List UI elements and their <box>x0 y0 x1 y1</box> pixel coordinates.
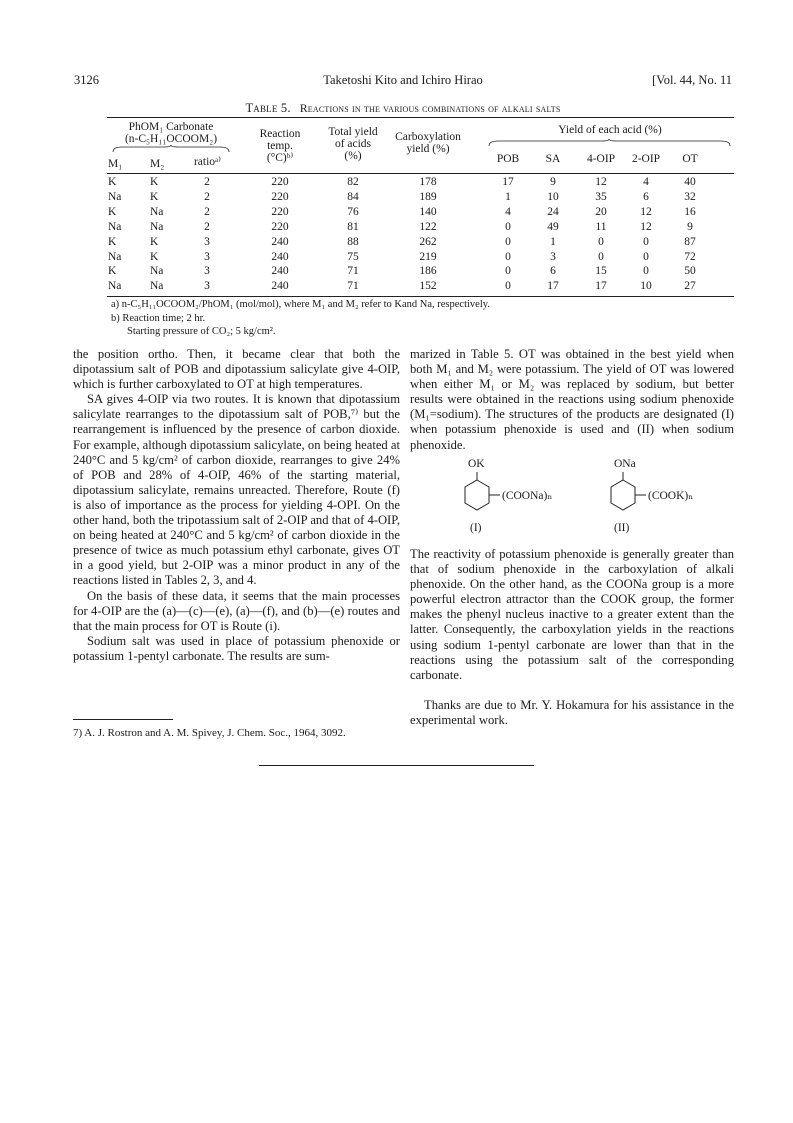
right-paragraph-3: Thanks are due to Mr. Y. Hokamura for his assistance in the experimental work. <box>410 697 734 727</box>
table-cell: 88 <box>347 235 359 248</box>
table-cell: 0 <box>598 235 604 248</box>
table-cell: 35 <box>595 190 607 203</box>
header-ratio: ratioᵃ⁾ <box>193 156 222 168</box>
table-cell: 240 <box>271 250 289 263</box>
table-cell: 178 <box>419 176 437 188</box>
structure-1-group: (COONa)ₙ <box>502 490 553 502</box>
table-cell: Na <box>108 190 122 203</box>
header-m1: M₁ <box>108 158 123 170</box>
benzene-ring-2 <box>608 472 648 522</box>
table-cell: 17 <box>502 176 514 188</box>
table-cell: K <box>150 250 159 263</box>
table-bottom-rule <box>107 296 734 297</box>
table-cell: 240 <box>271 235 289 248</box>
table-cell: 3 <box>204 280 210 293</box>
table-cell: 75 <box>347 250 359 263</box>
table-cell: 0 <box>505 265 511 278</box>
table-cell: 262 <box>419 235 437 248</box>
right-column-bottom <box>410 547 734 728</box>
table-cell: Na <box>150 280 164 293</box>
table-cell: 186 <box>419 265 437 278</box>
table-cell: 2 <box>204 205 210 218</box>
table-cell: 2 <box>204 220 210 233</box>
table-cell: 87 <box>684 235 696 248</box>
left-column <box>73 347 400 664</box>
table-cell: 72 <box>684 250 696 263</box>
table-cell: 3 <box>204 265 210 278</box>
table-cell: K <box>150 235 159 248</box>
table-cell: 49 <box>547 220 559 233</box>
table-cell: 220 <box>271 190 289 203</box>
table-cell: 16 <box>684 205 696 218</box>
structure-2-label: (II) <box>614 522 630 534</box>
table-cell: 9 <box>687 220 693 233</box>
header-reaction: Reaction <box>259 128 301 140</box>
table-cell: 32 <box>684 190 696 203</box>
table-cell: 17 <box>595 280 607 293</box>
table-cell: 1 <box>505 190 511 203</box>
footnote-b: b) Reaction time; 2 hr. <box>111 313 206 324</box>
table-cell: 9 <box>550 176 556 188</box>
table-cell: 220 <box>271 220 289 233</box>
table-cell: 40 <box>684 176 696 188</box>
page-number: 3126 <box>74 73 99 87</box>
structure-1-substituent: OK <box>468 458 485 470</box>
right-paragraph-1: marized in Table 5. OT was obtained in the best yield when both M₁ and M₂ were potassium. The yield of OT was lowered when either M₁ or M₂ was replaced by sodium, but better results were obtained in the reactions using sodium phenoxide (M₁=sodium). The structures of the products are designated (I) when potassium phenoxide is used and (II) when sodium phenoxide. <box>410 347 734 452</box>
table-cell: 122 <box>419 220 437 233</box>
table-cell: 1 <box>550 235 556 248</box>
volume-label: [Vol. 44, No. 11 <box>652 73 732 87</box>
table-cell: 6 <box>550 265 556 278</box>
table-cell: 27 <box>684 280 696 293</box>
table-cell: 4 <box>505 205 511 218</box>
table-cell: 220 <box>271 205 289 218</box>
header-temp-unit: (°C)ᵇ⁾ <box>266 152 294 164</box>
running-title-authors: Taketoshi Kito and Ichiro Hirao <box>323 73 483 87</box>
reference-7: 7) A. J. Rostron and A. M. Spivey, J. Chem. Soc., 1964, 3092. <box>73 727 346 739</box>
header-ot: OT <box>682 153 698 165</box>
running-header <box>74 73 732 91</box>
table-cell: 10 <box>547 190 559 203</box>
table-cell: 81 <box>347 220 359 233</box>
table-cell: 4 <box>643 176 649 188</box>
header-of-acids: of acids <box>334 138 372 150</box>
table-cell: 0 <box>598 250 604 263</box>
header-4-oip: 4-OIP <box>586 153 616 165</box>
table-cell: K <box>150 176 159 188</box>
table-cell: 3 <box>550 250 556 263</box>
table-label: Table 5. <box>245 101 291 115</box>
table-cell: 220 <box>271 176 289 188</box>
table-cell: 240 <box>271 280 289 293</box>
footnote-a: a) n-C₅H₁₁OCOOM₂/PhOM₁ (mol/mol), where M₁ and M₂ refer to Kand Na, respectively. <box>111 299 490 310</box>
table-cell: 0 <box>505 235 511 248</box>
table-cell: K <box>150 190 159 203</box>
table-cell: 11 <box>595 220 607 233</box>
table-cell: 12 <box>595 176 607 188</box>
table-cell: 12 <box>640 205 652 218</box>
left-paragraph-1: the position ortho. Then, it became clear that both the dipotassium salt of POB and dipotassium salicylate give 4-OIP, which is further carboxylated to OT at high temperatures. <box>73 347 400 392</box>
table-title: Reactions in the various combinations of alkali salts <box>299 103 561 115</box>
table-cell: 82 <box>347 176 359 188</box>
footnote-rule <box>73 719 173 720</box>
table-cell: 0 <box>505 250 511 263</box>
table-cell: 50 <box>684 265 696 278</box>
header-sa: SA <box>545 153 561 165</box>
table-cell: K <box>108 176 117 188</box>
table-cell: 2 <box>204 190 210 203</box>
table-cell: 240 <box>271 265 289 278</box>
table-cell: Na <box>150 220 164 233</box>
header-carboxylation-yield: yield (%) <box>406 143 450 155</box>
table-cell: 2 <box>204 176 210 188</box>
header-m2: M₂ <box>150 158 165 170</box>
right-column-top <box>410 347 734 453</box>
right-paragraph-2: The reactivity of potassium phenoxide is generally greater than that of sodium phenoxide in the carboxylation of alkali phenoxide. On the other hand, as the COONa group is a more powerful electron attractor than the COOK group, the former makes the phenyl nucleus inactive to a greater extent than the latter. Consequently, the carboxylation yields in the reactions using sodium 1-pentyl carbonate are lower than that in the reactions using the potassium salt of the corresponding carbonate. <box>410 547 734 682</box>
header-carboxylation: Carboxylation <box>395 131 461 143</box>
table-cell: Na <box>150 205 164 218</box>
header-brace <box>112 145 230 153</box>
table-cell: Na <box>108 280 122 293</box>
table-cell: 0 <box>643 250 649 263</box>
footnote-c: Starting pressure of CO₂; 5 kg/cm². <box>127 326 276 337</box>
table-cell: Na <box>108 250 122 263</box>
table-cell: 24 <box>547 205 559 218</box>
table-cell: 0 <box>643 265 649 278</box>
table-cell: Na <box>150 265 164 278</box>
table-cell: K <box>108 205 117 218</box>
table-cell: 152 <box>419 280 437 293</box>
header-carbonate-formula: (n-C₅H₁₁OCOOM₂) <box>124 133 218 145</box>
table-cell: 17 <box>547 280 559 293</box>
structure-2-substituent: ONa <box>614 458 636 470</box>
table-cell: 140 <box>419 205 437 218</box>
end-rule <box>259 765 534 766</box>
header-total-yield-unit: (%) <box>344 150 362 162</box>
header-brace-yield <box>488 139 732 147</box>
table-cell: Na <box>108 220 122 233</box>
table-cell: 71 <box>347 280 359 293</box>
table-header-rule <box>107 173 734 174</box>
structure-figure <box>448 458 733 542</box>
table-cell: 3 <box>204 235 210 248</box>
header-pob: POB <box>496 153 520 165</box>
table-cell: 3 <box>204 250 210 263</box>
header-temp: temp. <box>267 140 293 152</box>
table-cell: 12 <box>640 220 652 233</box>
table-cell: 15 <box>595 265 607 278</box>
table-caption <box>74 101 732 116</box>
left-paragraph-2: SA gives 4-OIP via two routes. It is known that dipotassium salicylate rearranges to the dipotassium salt of POB,⁷⁾ but the rearrangement is influenced by the presence of carbon dioxide. For example, although dipotassium salicylate, on being heated at 240°C and 5 kg/cm² of carbon dioxide, rearranges to give 24% of POB and 28% of 4-OIP, 46% of the starting material, dipotassium salicylate, remains unreacted. Therefore, Route (f) is also of importance as the process for yielding 4-OPI. On the other hand, both the tripotassium salt of 2-OIP and that of 4-OIP, on being heated at 240°C and 5 kg/cm² of carbon dioxide in the presence of twice as much potassium ethyl carbonate, gives OT in a good yield, but 2-OIP was a minor product in any of the reactions listed in Tables 2, 3, and 4. <box>73 392 400 588</box>
header-total-yield: Total yield <box>328 126 378 138</box>
benzene-ring-1 <box>462 472 502 522</box>
left-paragraph-3: On the basis of these data, it seems that the main processes for 4-OIP are the (a)—(c)—(e), (a)—(f), and (b)—(e) routes and that the main process for OT is Route (i). <box>73 588 400 633</box>
table-cell: 189 <box>419 190 437 203</box>
table-cell: 0 <box>643 235 649 248</box>
table-cell: 0 <box>505 280 511 293</box>
table-cell: K <box>108 235 117 248</box>
structure-2-group: (COOK)ₙ <box>648 490 694 502</box>
table-cell: 20 <box>595 205 607 218</box>
table-cell: 6 <box>643 190 649 203</box>
table-cell: 71 <box>347 265 359 278</box>
table-cell: 84 <box>347 190 359 203</box>
table-cell: 0 <box>505 220 511 233</box>
structure-1-label: (I) <box>470 522 482 534</box>
header-2-oip: 2-OIP <box>631 153 661 165</box>
table-cell: K <box>108 265 117 278</box>
left-paragraph-4: Sodium salt was used in place of potassium phenoxide or potassium 1-pentyl carbonate. The results are sum- <box>73 633 400 663</box>
header-phom1-carbonate: PhOM₁ Carbonate <box>128 121 214 133</box>
table-cell: 10 <box>640 280 652 293</box>
header-yield-each-acid: Yield of each acid (%) <box>558 124 662 136</box>
table-cell: 219 <box>419 250 437 263</box>
table-top-rule <box>107 117 734 118</box>
table-cell: 76 <box>347 205 359 218</box>
